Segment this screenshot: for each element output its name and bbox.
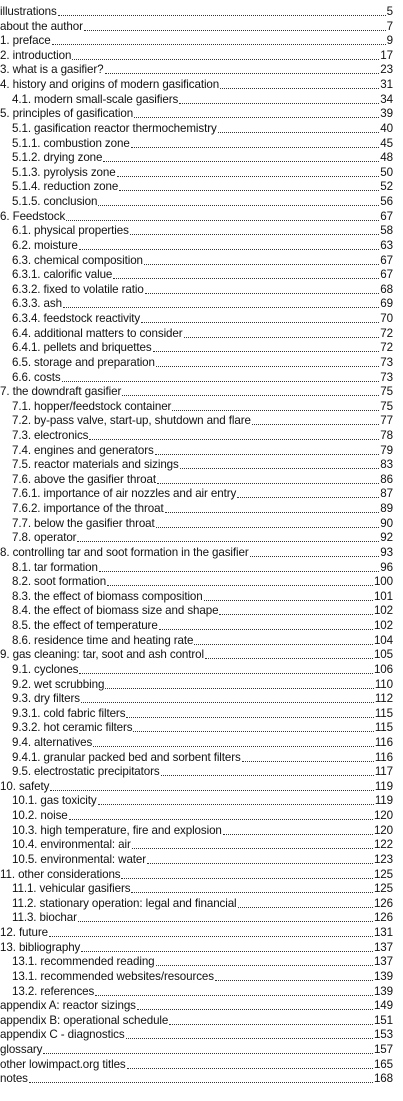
toc-entry[interactable] xyxy=(12,326,393,341)
dot-leader xyxy=(238,907,373,908)
toc-entry[interactable] xyxy=(12,823,393,838)
toc-entry[interactable] xyxy=(0,48,393,63)
toc-entry-page-number: 102 xyxy=(373,619,393,633)
toc-entry-page-number: 31 xyxy=(380,78,393,92)
toc-entry[interactable] xyxy=(12,764,393,779)
toc-entry[interactable] xyxy=(12,472,393,487)
toc-entry[interactable] xyxy=(12,238,393,253)
toc-entry-title: 9.3. dry filters xyxy=(12,692,80,706)
toc-entry-title: 7.1. hopper/feedstock container xyxy=(12,399,172,413)
dot-leader xyxy=(49,936,373,937)
toc-entry-page-number: 67 xyxy=(380,268,393,282)
toc-entry-page-number: 101 xyxy=(373,589,393,603)
toc-entry[interactable] xyxy=(12,837,393,852)
toc-entry[interactable] xyxy=(12,706,393,721)
toc-entry-title: 10.5. environmental: water xyxy=(12,852,147,866)
toc-entry[interactable] xyxy=(0,867,393,882)
toc-entry-title: notes xyxy=(0,1072,28,1086)
toc-entry[interactable] xyxy=(0,925,393,940)
toc-entry-title: 8.4. the effect of biomass size and shape xyxy=(12,604,219,618)
toc-entry[interactable] xyxy=(12,852,393,867)
toc-entry[interactable] xyxy=(0,384,393,399)
toc-entry-page-number: 137 xyxy=(373,940,393,954)
toc-entry-page-number: 75 xyxy=(380,385,393,399)
toc-entry-title: 9.1. cyclones xyxy=(12,662,79,676)
toc-entry-page-number: 165 xyxy=(373,1057,393,1071)
toc-entry-title: 7.8. operator xyxy=(12,531,77,545)
toc-entry[interactable] xyxy=(0,779,393,794)
toc-entry-title: 8.5. the effect of temperature xyxy=(12,619,158,633)
toc-entry-page-number: 79 xyxy=(380,443,393,457)
dot-leader xyxy=(107,585,373,586)
dot-leader xyxy=(184,337,380,338)
toc-entry-page-number: 9 xyxy=(386,34,393,48)
dot-leader xyxy=(180,468,380,469)
toc-entry[interactable] xyxy=(12,121,393,136)
toc-entry-page-number: 90 xyxy=(380,516,393,530)
toc-entry[interactable] xyxy=(0,1027,393,1042)
toc-entry-title: 5.1. gasification reactor thermochemistry xyxy=(12,121,217,135)
toc-entry-page-number: 100 xyxy=(373,575,393,589)
dot-leader xyxy=(95,995,373,996)
toc-entry-page-number: 73 xyxy=(380,370,393,384)
toc-entry-title: 7.3. electronics xyxy=(12,428,89,442)
toc-entry-title: 8.6. residence time and heating rate xyxy=(12,633,194,647)
dot-leader xyxy=(133,731,373,732)
toc-entry-page-number: 70 xyxy=(380,312,393,326)
toc-entry[interactable] xyxy=(12,311,393,326)
toc-entry-page-number: 102 xyxy=(373,604,393,618)
toc-entry[interactable] xyxy=(12,560,393,575)
toc-entry-page-number: 89 xyxy=(380,502,393,516)
toc-entry[interactable] xyxy=(12,282,393,297)
toc-entry-page-number: 125 xyxy=(373,867,393,881)
dot-leader xyxy=(117,176,380,177)
toc-entry-title: 8.1. tar formation xyxy=(12,560,98,574)
dot-leader xyxy=(179,103,379,104)
toc-entry-title: 9.2. wet scrubbing xyxy=(12,677,105,691)
toc-entry[interactable] xyxy=(0,77,393,92)
toc-entry-title: 5.1.1. combustion zone xyxy=(12,136,130,150)
toc-entry-title: 6.4.1. pellets and briquettes xyxy=(12,341,152,355)
dot-leader xyxy=(52,44,386,45)
toc-entry-page-number: 157 xyxy=(373,1043,393,1057)
dot-leader xyxy=(141,322,379,323)
dot-leader xyxy=(119,190,379,191)
dot-leader xyxy=(252,424,379,425)
toc-entry-title: 12. future xyxy=(0,926,48,940)
dot-leader xyxy=(242,761,374,762)
toc-entry-page-number: 63 xyxy=(380,238,393,252)
toc-entry-title: 6.6. costs xyxy=(12,370,61,384)
dot-leader xyxy=(113,278,379,279)
dot-leader xyxy=(121,878,372,879)
toc-entry-title: 2. introduction xyxy=(0,48,72,62)
dot-leader xyxy=(79,249,380,250)
toc-entry-title: 8. controlling tar and soot formation in the gasifier xyxy=(0,545,249,559)
toc-entry-page-number: 104 xyxy=(373,633,393,647)
dot-leader xyxy=(250,556,380,557)
toc-entry-page-number: 67 xyxy=(380,209,393,223)
dot-leader xyxy=(161,775,374,776)
toc-entry-title: 6. Feedstock xyxy=(0,209,66,223)
toc-entry[interactable] xyxy=(12,501,393,516)
toc-entry[interactable] xyxy=(0,1057,393,1072)
dot-leader xyxy=(105,688,374,689)
toc-entry-title: 3. what is a gasifier? xyxy=(0,63,104,77)
toc-entry-page-number: 123 xyxy=(373,852,393,866)
dot-leader xyxy=(77,541,379,542)
dot-leader xyxy=(165,512,380,513)
dot-leader xyxy=(218,132,380,133)
dot-leader xyxy=(169,1024,373,1025)
toc-entry-page-number: 106 xyxy=(373,662,393,676)
toc-entry[interactable] xyxy=(12,253,393,268)
toc-entry-title: 8.2. soot formation xyxy=(12,575,107,589)
toc-entry-page-number: 149 xyxy=(373,999,393,1013)
dot-leader xyxy=(89,439,379,440)
toc-entry-title: appendix A: reactor sizings xyxy=(0,999,136,1013)
dot-leader xyxy=(98,205,379,206)
dot-leader xyxy=(98,804,374,805)
dot-leader xyxy=(223,834,373,835)
toc-entry-page-number: 40 xyxy=(380,121,393,135)
toc-entry-title: 13.1. recommended websites/resources xyxy=(12,969,214,983)
toc-entry[interactable] xyxy=(0,1071,393,1086)
dot-leader xyxy=(81,951,373,952)
toc-entry-page-number: 125 xyxy=(373,882,393,896)
toc-entry-title: illustrations xyxy=(0,5,57,18)
toc-entry[interactable] xyxy=(0,1042,393,1057)
dot-leader xyxy=(105,73,380,74)
toc-entry-page-number: 116 xyxy=(374,750,393,764)
toc-entry-title: 13. bibliography xyxy=(0,940,81,954)
dot-leader xyxy=(144,264,379,265)
toc-entry-page-number: 72 xyxy=(380,326,393,340)
toc-entry-title: 7.6. above the gasifier throat xyxy=(12,472,156,486)
toc-entry[interactable] xyxy=(12,355,393,370)
toc-entry[interactable] xyxy=(12,735,393,750)
toc-entry-title: 7.7. below the gasifier throat xyxy=(12,516,155,530)
toc-entry-title: 10.2. noise xyxy=(12,809,68,823)
toc-entry-page-number: 48 xyxy=(380,151,393,165)
toc-entry-title: glossary xyxy=(0,1043,43,1057)
dot-leader xyxy=(132,848,373,849)
toc-entry-title: 11.3. biochar xyxy=(12,911,77,925)
toc-entry-title: 5. principles of gasification xyxy=(0,107,134,121)
dot-leader xyxy=(63,307,379,308)
toc-entry[interactable] xyxy=(0,19,393,34)
toc-entry-page-number: 86 xyxy=(380,472,393,486)
toc-entry[interactable] xyxy=(12,910,393,925)
toc-entry-title: 4. history and origins of modern gasification xyxy=(0,78,220,92)
toc-entry[interactable] xyxy=(12,984,393,999)
toc-entry[interactable] xyxy=(0,106,393,121)
dot-leader xyxy=(29,1082,373,1083)
toc-entry-title: 1. preface xyxy=(0,34,51,48)
toc-entry[interactable] xyxy=(12,370,393,385)
toc-entry-title: 13.1. recommended reading xyxy=(12,955,155,969)
toc-entry-title: 6.4. additional matters to consider xyxy=(12,326,183,340)
dot-leader xyxy=(215,980,373,981)
dot-leader xyxy=(156,965,373,966)
toc-entry-page-number: 75 xyxy=(380,399,393,413)
toc-entry-title: 13.2. references xyxy=(12,984,95,998)
dot-leader xyxy=(147,863,373,864)
toc-entry-title: about the author xyxy=(0,19,83,33)
toc-entry-page-number: 72 xyxy=(380,341,393,355)
toc-entry-title: 6.2. moisture xyxy=(12,238,78,252)
toc-entry[interactable] xyxy=(12,399,393,414)
toc-entry-title: 6.3. chemical composition xyxy=(12,253,143,267)
dot-leader xyxy=(78,921,373,922)
dot-leader xyxy=(127,1068,373,1069)
toc-entry[interactable] xyxy=(12,136,393,151)
toc-entry-title: 7.4. engines and generators xyxy=(12,443,154,457)
toc-entry-page-number: 168 xyxy=(373,1072,393,1086)
toc-entry[interactable] xyxy=(12,574,393,589)
toc-entry-page-number: 126 xyxy=(373,896,393,910)
toc-entry-title: 9.3.2. hot ceramic filters xyxy=(12,721,133,735)
dot-leader xyxy=(130,234,379,235)
toc-entry-title: 7.6.2. importance of the throat xyxy=(12,502,164,516)
toc-entry-page-number: 120 xyxy=(373,809,393,823)
toc-entry-page-number: 87 xyxy=(380,487,393,501)
dot-leader xyxy=(81,702,374,703)
dot-leader xyxy=(93,746,374,747)
dot-leader xyxy=(43,1053,373,1054)
toc-entry[interactable] xyxy=(12,720,393,735)
toc-entry[interactable] xyxy=(12,296,393,311)
toc-entry-page-number: 58 xyxy=(380,224,393,238)
toc-entry[interactable] xyxy=(12,223,393,238)
toc-entry-title: 6.3.3. ash xyxy=(12,297,62,311)
dot-leader xyxy=(131,892,373,893)
toc-entry-title: 10. safety xyxy=(0,779,50,793)
toc-entry[interactable] xyxy=(12,516,393,531)
toc-entry[interactable] xyxy=(12,443,393,458)
toc-entry[interactable] xyxy=(12,954,393,969)
toc-entry-page-number: 122 xyxy=(373,838,393,852)
toc-entry-page-number: 45 xyxy=(380,136,393,150)
dot-leader xyxy=(145,293,380,294)
dot-leader xyxy=(157,483,379,484)
toc-entry-page-number: 17 xyxy=(380,48,393,62)
toc-entry-page-number: 68 xyxy=(380,282,393,296)
toc-entry[interactable] xyxy=(12,486,393,501)
toc-entry-title: 7.5. reactor materials and sizings xyxy=(12,458,179,472)
toc-entry[interactable] xyxy=(0,998,393,1013)
toc-entry-page-number: 96 xyxy=(380,560,393,574)
dot-leader xyxy=(84,30,386,31)
dot-leader xyxy=(79,673,373,674)
toc-entry[interactable] xyxy=(12,589,393,604)
toc-entry-title: 10.1. gas toxicity xyxy=(12,794,97,808)
dot-leader xyxy=(155,454,380,455)
toc-entry-page-number: 67 xyxy=(380,253,393,267)
dot-leader xyxy=(62,381,380,382)
toc-entry-title: 5.1.5. conclusion xyxy=(12,195,98,209)
toc-entry-title: 10.4. environmental: air xyxy=(12,838,131,852)
dot-leader xyxy=(99,571,379,572)
toc-entry-page-number: 117 xyxy=(374,765,393,779)
toc-entry[interactable] xyxy=(12,662,393,677)
toc-entry-title: 9.4.1. granular packed bed and sorbent filters xyxy=(12,750,241,764)
toc-entry-page-number: 5 xyxy=(386,5,393,18)
dot-leader xyxy=(131,147,380,148)
toc-entry-page-number: 110 xyxy=(374,677,393,691)
dot-leader xyxy=(66,220,379,221)
dot-leader xyxy=(122,395,379,396)
toc-entry-title: 6.5. storage and preparation xyxy=(12,355,155,369)
toc-entry-page-number: 73 xyxy=(380,355,393,369)
toc-entry-page-number: 115 xyxy=(374,706,393,720)
toc-entry-title: 7. the downdraft gasifier xyxy=(0,385,122,399)
toc-entry-page-number: 92 xyxy=(380,531,393,545)
toc-entry-title: 9.4. alternatives xyxy=(12,736,93,749)
toc-entry[interactable] xyxy=(0,545,393,560)
dot-leader xyxy=(237,497,379,498)
dot-leader xyxy=(156,366,379,367)
dot-leader xyxy=(134,117,379,118)
toc-entry[interactable] xyxy=(12,969,393,984)
toc-entry-title: other lowimpact.org titles xyxy=(0,1057,126,1071)
toc-entry-title: 5.1.3. pyrolysis zone xyxy=(12,165,116,179)
toc-entry-page-number: 126 xyxy=(373,911,393,925)
dot-leader xyxy=(204,600,373,601)
toc-entry[interactable] xyxy=(12,457,393,472)
toc-entry-page-number: 93 xyxy=(380,545,393,559)
toc-entry-title: 7.6.1. importance of air nozzles and air entry xyxy=(12,487,237,501)
dot-leader xyxy=(220,88,379,89)
dot-leader xyxy=(69,819,373,820)
toc-entry-page-number: 50 xyxy=(380,165,393,179)
toc-entry-title: 9.5. electrostatic precipitators xyxy=(12,765,160,779)
dot-leader xyxy=(194,644,373,645)
toc-entry[interactable] xyxy=(12,179,393,194)
toc-entry-title: 11.2. stationary operation: legal and financial xyxy=(12,896,237,910)
dot-leader xyxy=(172,410,379,411)
toc-entry-title: 9.3.1. cold fabric filters xyxy=(12,706,126,720)
toc-entry[interactable] xyxy=(12,165,393,180)
toc-entry-page-number: 56 xyxy=(380,195,393,209)
toc-entry-page-number: 116 xyxy=(374,736,393,749)
toc-entry-page-number: 52 xyxy=(380,180,393,194)
toc-entry[interactable] xyxy=(0,647,393,662)
toc-entry-page-number: 139 xyxy=(373,984,393,998)
toc-entry-title: 8.3. the effect of biomass composition xyxy=(12,589,203,603)
dot-leader xyxy=(103,161,379,162)
toc-entry[interactable] xyxy=(12,194,393,209)
toc-entry-title: 11.1. vehicular gasifiers xyxy=(12,882,131,896)
toc-entry-title: 6.3.4. feedstock reactivity xyxy=(12,312,141,326)
dot-leader xyxy=(156,527,380,528)
dot-leader xyxy=(137,1009,373,1010)
toc-entry-title: 4.1. modern small-scale gasifiers xyxy=(12,92,179,106)
toc-entry-page-number: 69 xyxy=(380,297,393,311)
dot-leader xyxy=(219,614,373,615)
dot-leader xyxy=(126,717,373,718)
toc-entry-page-number: 83 xyxy=(380,458,393,472)
toc-entry[interactable] xyxy=(12,603,393,618)
toc-entry-title: 6.1. physical properties xyxy=(12,224,129,238)
dot-leader xyxy=(72,59,379,60)
toc-entry-page-number: 78 xyxy=(380,428,393,442)
toc-entry-page-number: 39 xyxy=(380,107,393,121)
toc-entry-page-number: 77 xyxy=(380,414,393,428)
toc-entry-page-number: 7 xyxy=(386,19,393,33)
toc-entry[interactable] xyxy=(12,618,393,633)
toc-entry[interactable] xyxy=(12,92,393,107)
toc-entry[interactable] xyxy=(0,940,393,955)
toc-entry[interactable] xyxy=(12,340,393,355)
dot-leader xyxy=(153,351,380,352)
toc-entry-title: 5.1.4. reduction zone xyxy=(12,180,119,194)
toc-entry-page-number: 139 xyxy=(373,969,393,983)
toc-entry[interactable] xyxy=(0,1013,393,1028)
toc-entry-page-number: 119 xyxy=(374,794,393,808)
dot-leader xyxy=(159,629,373,630)
toc-entry-title: appendix B: operational schedule xyxy=(0,1013,169,1027)
dot-leader xyxy=(58,15,386,16)
toc-entry-title: appendix C - diagnostics xyxy=(0,1028,125,1042)
toc-entry-title: 6.3.2. fixed to volatile ratio xyxy=(12,282,144,296)
toc-entry-title: 10.3. high temperature, fire and explosion xyxy=(12,823,222,837)
toc-entry-title: 5.1.2. drying zone xyxy=(12,151,103,165)
toc-entry[interactable] xyxy=(12,413,393,428)
toc-entry[interactable] xyxy=(0,209,393,224)
toc-entry[interactable] xyxy=(12,808,393,823)
toc-entry[interactable] xyxy=(12,896,393,911)
toc-entry[interactable] xyxy=(0,4,393,19)
dot-leader xyxy=(126,1038,373,1039)
toc-entry[interactable] xyxy=(0,62,393,77)
toc-entry-title: 9. gas cleaning: tar, soot and ash control xyxy=(0,648,204,662)
toc-entry-title: 7.2. by-pass valve, start-up, shutdown and flare xyxy=(12,414,251,428)
toc-entry[interactable] xyxy=(12,881,393,896)
toc-entry[interactable] xyxy=(12,267,393,282)
dot-leader xyxy=(50,790,374,791)
toc-entry-page-number: 23 xyxy=(380,63,393,77)
toc-entry-page-number: 34 xyxy=(380,92,393,106)
toc-entry[interactable] xyxy=(12,428,393,443)
toc-entry[interactable] xyxy=(12,677,393,692)
toc-entry-page-number: 115 xyxy=(374,721,393,735)
toc-entry-title: 11. other considerations xyxy=(0,867,121,881)
toc-entry-page-number: 131 xyxy=(373,926,393,940)
toc-entry-page-number: 153 xyxy=(373,1028,393,1042)
toc-entry[interactable] xyxy=(12,750,393,765)
toc-entry[interactable] xyxy=(12,633,393,648)
toc-entry-page-number: 120 xyxy=(373,823,393,837)
toc-entry-page-number: 112 xyxy=(374,692,393,706)
toc-entry[interactable] xyxy=(12,793,393,808)
toc-entry[interactable] xyxy=(12,530,393,545)
toc-entry-page-number: 137 xyxy=(373,955,393,969)
toc-entry-page-number: 105 xyxy=(373,648,393,662)
toc-entry-title: 6.3.1. calorific value xyxy=(12,268,113,282)
toc-entry[interactable] xyxy=(0,33,393,48)
dot-leader xyxy=(205,658,373,659)
toc-entry[interactable] xyxy=(12,150,393,165)
toc-entry[interactable] xyxy=(12,691,393,706)
toc-entry-page-number: 151 xyxy=(373,1013,393,1027)
toc-entry-page-number: 119 xyxy=(374,779,393,793)
